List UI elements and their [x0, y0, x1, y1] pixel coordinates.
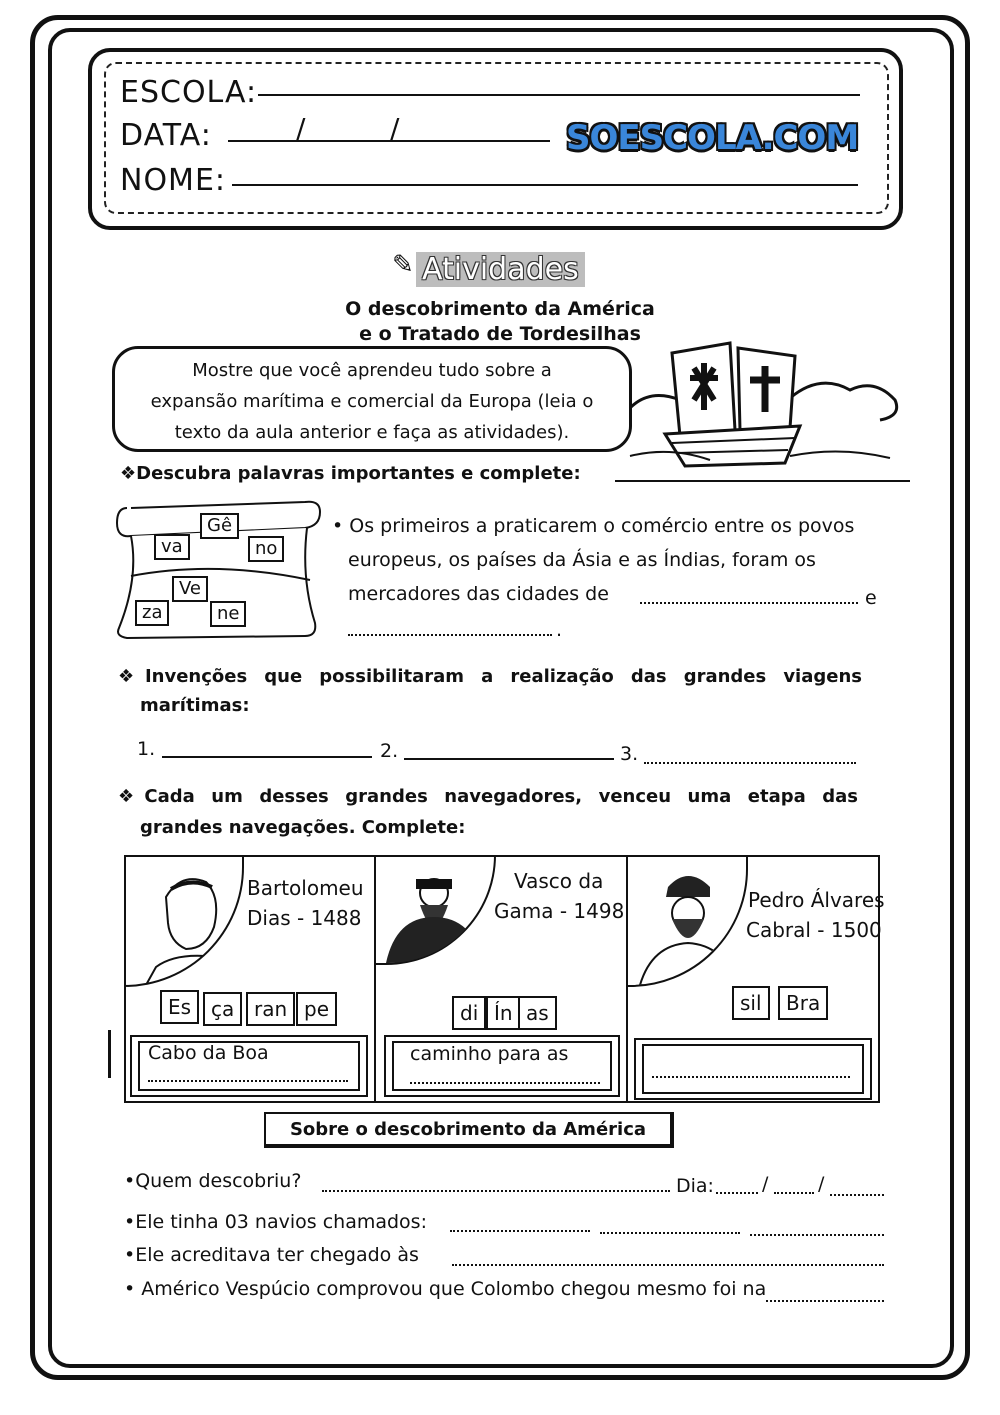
escola-field[interactable] — [258, 94, 860, 96]
syllable-di: di — [452, 996, 486, 1030]
answer-prefix-vasco: caminho para as — [410, 1043, 569, 1065]
answer-prefix-bartolomeu: Cabo da Boa — [148, 1042, 269, 1064]
syllable-bra: Bra — [778, 986, 828, 1020]
q4-navio-1[interactable] — [450, 1230, 590, 1232]
q4-americo-field[interactable] — [766, 1300, 884, 1302]
navigator-name-cabral-line1: Pedro Álvares — [748, 888, 885, 912]
q4-navio-3[interactable] — [750, 1234, 884, 1236]
syllable-va: va — [154, 534, 190, 560]
navigator-name-cabral-line2: Cabral - 1500 — [746, 918, 882, 942]
q2-item-2-field[interactable] — [404, 758, 614, 760]
answer-box-cabral[interactable] — [642, 1044, 864, 1094]
nome-label: NOME: — [120, 163, 227, 198]
q1-text-line2: europeus, os países da Ásia e as Índias, foram os — [348, 549, 816, 571]
q4-dia-month[interactable] — [774, 1192, 814, 1194]
q1-text-line4-end: . — [556, 619, 563, 641]
syllable-in: Ín — [486, 996, 521, 1030]
q1-text-line1: • Os primeiros a praticarem o comércio entre os povos — [332, 515, 855, 537]
q1-heading-rule — [615, 480, 910, 482]
page-title-line1: O descobrimento da América — [345, 298, 655, 320]
q2-item-3-label: 3. — [620, 743, 639, 765]
intro-line-3: texto da aula anterior e faça as atividades). — [174, 422, 570, 443]
q1-text-line3-end: e — [865, 587, 877, 609]
q2-heading-line1: ❖Invenções que possibilitaram a realização das grandes viagens — [118, 666, 862, 687]
q4-acreditava-field[interactable] — [452, 1264, 884, 1266]
q4-dia-year[interactable] — [830, 1194, 884, 1196]
syllable-no: no — [248, 536, 284, 562]
q4-navios-label: •Ele tinha 03 navios chamados: — [124, 1211, 427, 1233]
q2-heading-line2: marítimas: — [140, 695, 250, 716]
table-edge-mark — [108, 1030, 111, 1078]
q4-dia-slash-2: / — [818, 1173, 825, 1195]
navigator-name-vasco-line1: Vasco da — [514, 869, 604, 893]
syllable-sil: sil — [732, 986, 770, 1020]
soescola-logo: SOESCOLA.COM — [566, 118, 859, 158]
q4-quem-label: •Quem descobriu? — [124, 1170, 302, 1192]
nome-field[interactable] — [232, 184, 858, 186]
intro-line-2: expansão marítima e comercial da Europa (leia o — [150, 391, 594, 412]
navigator-name-bartolomeu-line1: Bartolomeu — [247, 876, 364, 900]
q3-heading-line2: grandes navegações. Complete: — [140, 817, 466, 838]
q4-heading: Sobre o descobrimento da América — [289, 1119, 647, 1140]
data-slash-1: / — [296, 112, 306, 145]
q4-acreditava-label: •Ele acreditava ter chegado às — [124, 1244, 419, 1266]
q4-navio-2[interactable] — [600, 1232, 740, 1234]
q1-heading: ❖Descubra palavras importantes e complete: — [120, 463, 581, 484]
data-slash-2: / — [390, 112, 400, 145]
q4-dia-day[interactable] — [716, 1192, 758, 1194]
navigator-name-bartolomeu-line2: Dias - 1488 — [247, 906, 362, 930]
q4-americo-label: • Américo Vespúcio comprovou que Colombo chegou mesmo foi na — [124, 1278, 767, 1300]
q2-item-1-field[interactable] — [162, 756, 372, 758]
pencil-icon: ✎ — [392, 250, 414, 280]
syllable-pe: pe — [296, 992, 337, 1026]
atividades-banner: Atividades — [416, 252, 585, 287]
data-label: DATA: — [120, 118, 212, 153]
syllable-ca: ça — [203, 992, 242, 1026]
syllable-es: Es — [160, 990, 199, 1024]
q4-heading-box — [264, 1112, 674, 1148]
intro-line-1: Mostre que você aprendeu tudo sobre a — [192, 360, 552, 381]
syllable-ne: ne — [210, 601, 246, 627]
caravel-ship-icon — [610, 338, 905, 473]
q4-dia-slash-1: / — [762, 1173, 769, 1195]
answer-line-cabral[interactable] — [652, 1076, 850, 1078]
navigator-name-vasco-line2: Gama - 1498 — [494, 899, 625, 923]
data-field[interactable] — [228, 140, 550, 142]
q2-item-2-label: 2. — [380, 740, 399, 762]
q2-item-3-field[interactable] — [644, 762, 856, 764]
q4-quem-field[interactable] — [322, 1190, 670, 1192]
syllable-ve: Ve — [172, 576, 208, 602]
q3-heading-line1: ❖Cada um desses grandes navegadores, venceu uma etapa das — [118, 786, 858, 807]
answer-line-bartolomeu[interactable] — [148, 1080, 348, 1082]
intro-bubble — [112, 346, 632, 452]
syllable-ge: Gê — [200, 513, 239, 539]
page-title-line2: e o Tratado de Tordesilhas — [359, 323, 641, 345]
escola-label: ESCOLA: — [120, 75, 258, 110]
answer-line-vasco[interactable] — [410, 1082, 600, 1084]
syllable-ran: ran — [246, 992, 295, 1026]
q2-item-1-label: 1. — [137, 738, 156, 760]
q1-answer-2[interactable] — [348, 634, 552, 636]
q4-dia-label: Dia: — [676, 1175, 714, 1197]
syllable-as: as — [518, 996, 557, 1030]
q1-answer-1[interactable] — [640, 602, 858, 604]
syllable-za: za — [135, 600, 169, 626]
q1-text-line3: mercadores das cidades de — [348, 583, 609, 605]
